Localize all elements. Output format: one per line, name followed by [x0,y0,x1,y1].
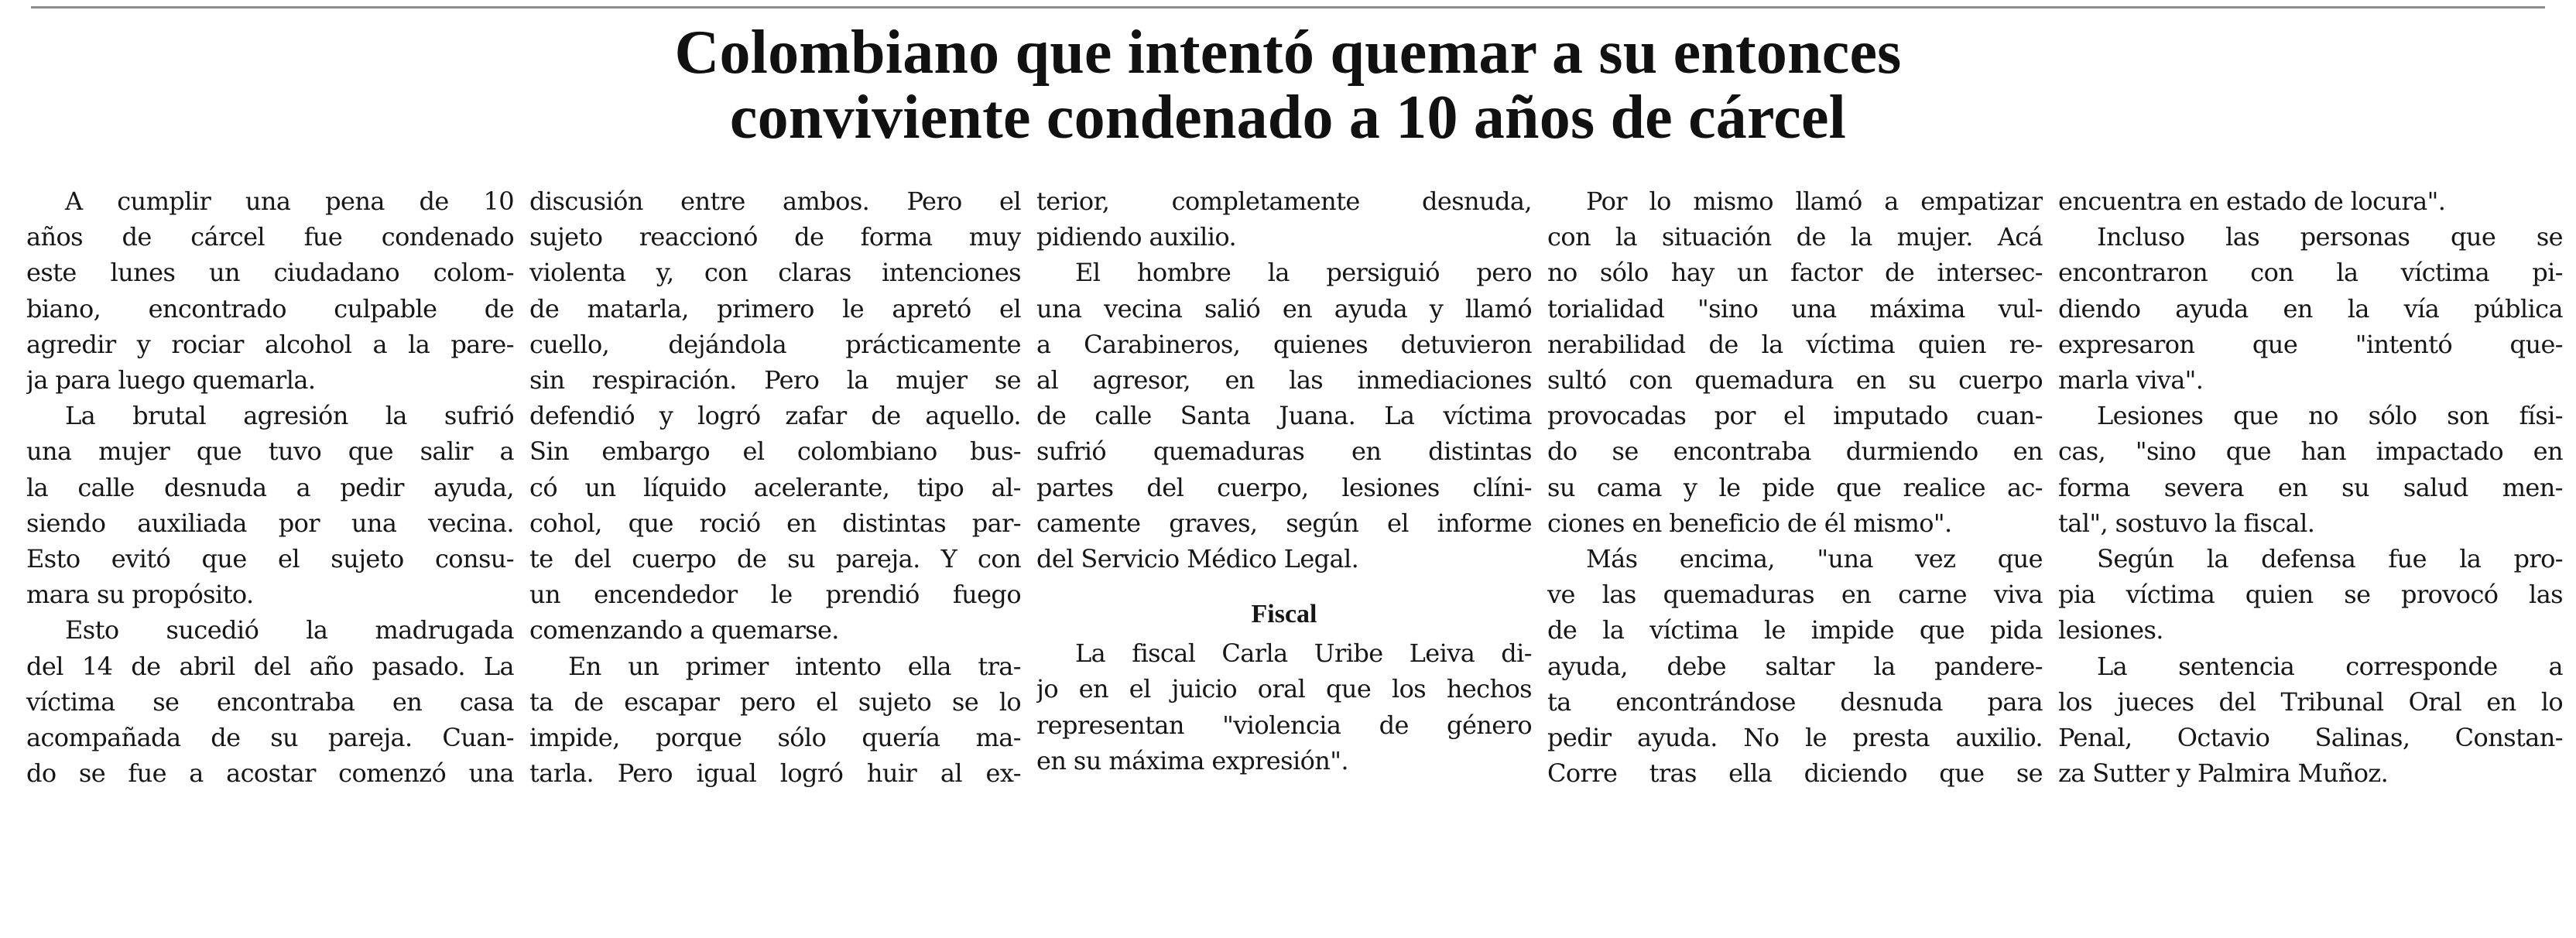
text-line: Sin embargo el colombiano bus- [529,436,1021,467]
text-line: sujeto reaccionó de forma muy [529,222,1021,252]
body-column-1 [26,183,514,934]
text-line: su cama y le pide que realice ac- [1547,472,2043,502]
text-line: pidiendo auxilio. [1036,222,1237,252]
article-headline [0,20,2576,150]
text-line: En un primer intento ella tra- [568,651,1021,681]
text-line: nerabilidad de la víctima quien re- [1547,329,2043,359]
text-line: La sentencia corresponde a [2097,651,2563,681]
text-line: terior, completamente desnuda, [1036,187,1532,216]
text-line: do se encontraba durmiendo en [1547,436,2043,467]
text-line: ja para luego quemarla. [26,365,316,395]
text-line: pia víctima quien se provocó las [2058,580,2563,610]
text-line: A cumplir una pena de 10 [65,187,514,216]
text-line: Según la defensa fue la pro- [2097,544,2563,574]
text-line: ta de escapar pero el sujeto se lo [529,686,1021,717]
text-line: tal", sostuvo la fiscal. [2058,508,2315,538]
text-line: El hombre la persiguió pero [1075,258,1532,288]
text-line: ve las quemaduras en carne viva [1547,580,2043,610]
text-line: una vecina salió en ayuda y llamó [1036,293,1532,324]
text-line: violenta y, con claras intenciones [529,258,1021,288]
text-line: cas, "sino que han impactado en [2058,436,2563,467]
text-line: torialidad "sino una máxima vul- [1547,293,2043,324]
text-line: te del cuerpo de su pareja. Y con [529,544,1021,574]
text-line: agredir y rociar alcohol a la pare- [26,329,514,359]
text-line: jo en el juicio oral que los hechos [1036,674,1532,704]
text-line: defendió y logró zafar de aquello. [529,401,1021,431]
text-line: representan "violencia de género [1036,710,1532,740]
text-line: una mujer que tuvo que salir a [26,436,514,467]
text-line: acompañada de su pareja. Cuan- [26,723,514,753]
text-line: encontraron con la víctima pi- [2058,258,2563,288]
text-line: pedir ayuda. No le presta auxilio. [1547,723,2043,753]
headline-line-2: conviviente condenado a 10 años de cárcel [729,84,1847,152]
text-line: Esto evitó que el sujeto consu- [26,544,514,574]
text-line: a Carabineros, quienes detuvieron [1036,329,1532,359]
text-line: za Sutter y Palmira Muñoz. [2058,758,2389,789]
text-line: de matarla, primero le apretó el [529,293,1021,324]
text-line: marla viva". [2058,365,2204,395]
text-line: impide, porque sólo quería ma- [529,723,1021,753]
text-line: cuello, dejándola prácticamente [529,329,1021,359]
article-body [26,183,2563,934]
text-line: Por lo mismo llamó a empatizar [1586,187,2043,216]
text-line: partes del cuerpo, lesiones clíni- [1036,472,1532,502]
text-line: ciones en beneficio de él mismo". [1547,508,1952,538]
text-line: de la víctima le impide que pida [1547,615,2043,645]
body-column-2 [529,183,1021,934]
text-line: Corre tras ella diciendo que se [1547,758,2043,789]
top-divider-rule [31,6,2545,9]
text-line: la calle desnuda a pedir ayuda, [26,472,514,502]
text-line: cohol, que roció en distintas par- [529,508,1021,538]
text-line: del Servicio Médico Legal. [1036,544,1359,574]
text-line: do se fue a acostar comenzó una [26,758,514,789]
text-line: sufrió quemaduras en distintas [1036,436,1532,467]
text-line: La brutal agresión la sufrió [65,401,514,431]
text-line: Lesiones que no sólo son físi- [2097,401,2563,431]
text-line: có un líquido acelerante, tipo al- [529,472,1021,502]
text-line: los jueces del Tribunal Oral en lo [2058,686,2563,717]
text-line: del 14 de abril del año pasado. La [26,651,514,681]
text-line: Esto sucedió la madrugada [65,615,514,645]
text-line: discusión entre ambos. Pero el [529,187,1021,216]
body-column-3 [1036,183,1532,934]
text-line: lesiones. [2058,615,2163,645]
text-line: encuentra en estado de locura". [2058,187,2446,216]
text-line: mara su propósito. [26,580,254,610]
text-line: sin respiración. Pero la mujer se [529,365,1021,395]
section-subheading: Fiscal [1251,600,1317,629]
text-line: diendo ayuda en la vía pública [2058,293,2563,324]
text-line: con la situación de la mujer. Acá [1547,222,2043,252]
text-line: de calle Santa Juana. La víctima [1036,401,1532,431]
headline-line-1: Colombiano que intentó quemar a su entonces [674,19,1902,87]
text-line: en su máxima expresión". [1036,745,1348,775]
text-line: no sólo hay un factor de intersec- [1547,258,2043,288]
text-line: tarla. Pero igual logró huir al ex- [529,758,1021,789]
text-line: camente graves, según el informe [1036,508,1532,538]
text-line: ta encontrándose desnuda para [1547,686,2043,717]
text-line: Penal, Octavio Salinas, Constan- [2058,723,2563,753]
text-line: un encendedor le prendió fuego [529,580,1021,610]
text-line: este lunes un ciudadano colom- [26,258,514,288]
text-line: expresaron que "intentó que- [2058,329,2563,359]
text-line: biano, encontrado culpable de [26,293,514,324]
text-line: ayuda, debe saltar la pandere- [1547,651,2043,681]
text-line: provocadas por el imputado cuan- [1547,401,2043,431]
text-line: sultó con quemadura en su cuerpo [1547,365,2043,395]
text-line: Más encima, "una vez que [1586,544,2043,574]
text-line: al agresor, en las inmediaciones [1036,365,1532,395]
text-line: años de cárcel fue condenado [26,222,514,252]
body-column-5 [2058,183,2563,934]
text-line: víctima se encontraba en casa [26,686,514,717]
text-line: siendo auxiliada por una vecina. [26,508,514,538]
text-line: Incluso las personas que se [2097,222,2563,252]
text-line: La fiscal Carla Uribe Leiva di- [1075,638,1532,669]
text-line: forma severa en su salud men- [2058,472,2563,502]
text-line: comenzando a quemarse. [529,615,839,645]
body-column-4 [1547,183,2043,934]
